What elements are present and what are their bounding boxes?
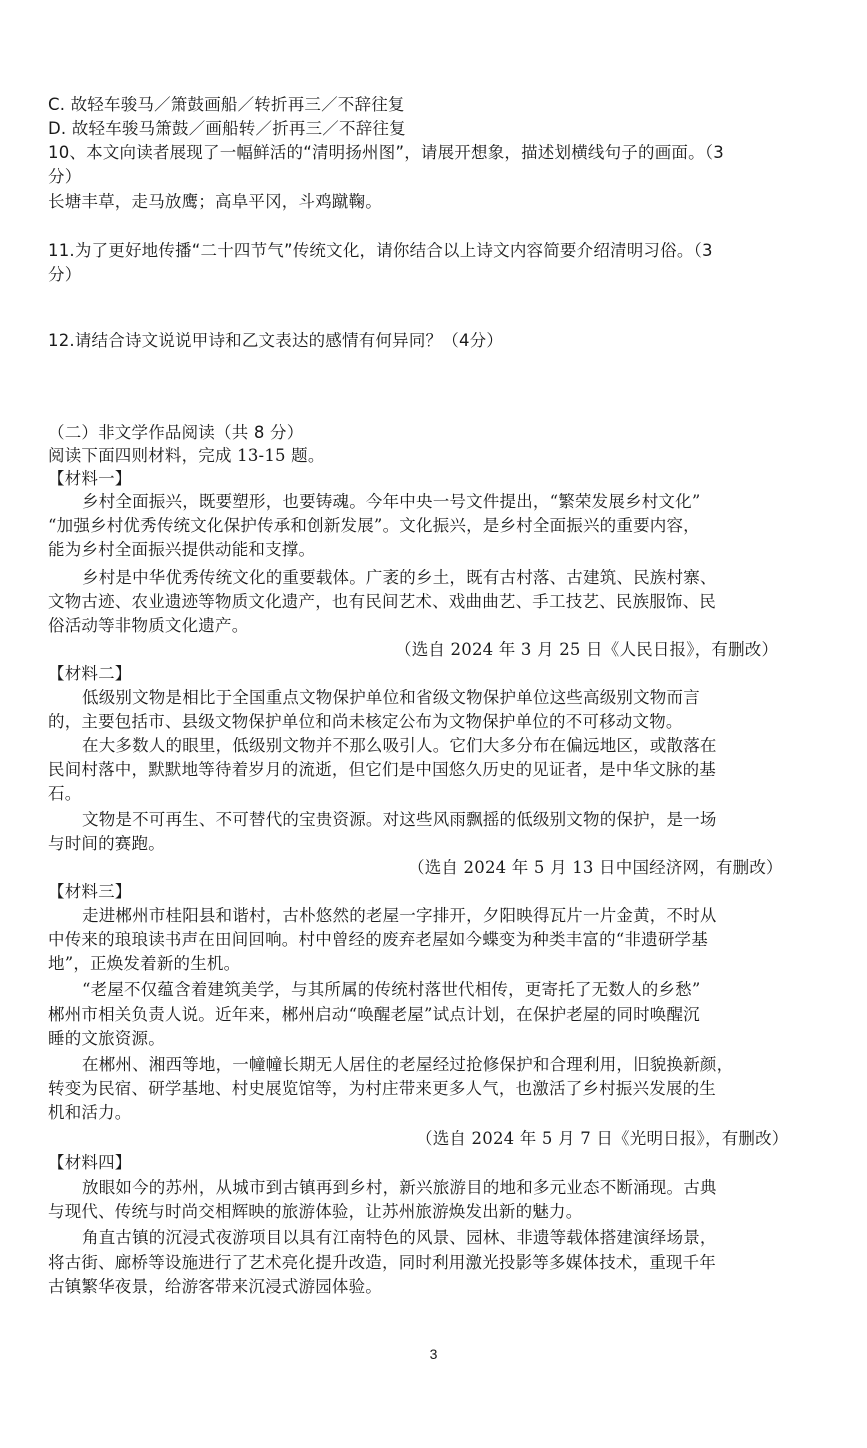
- material-3-line: 中传来的琅琅读书声在田间回响。村中曾经的废弃老屋如今蝶变为种类丰富的“非遗研学基: [48, 930, 708, 949]
- option-c: C. 故轻车骏马／箫鼓画船／转折再三／不辞往复: [48, 95, 405, 114]
- question-10-line1: 10、本文向读者展现了一幅鲜活的“清明扬州图”，请展开想象，描述划横线句子的画面。（3: [48, 143, 724, 162]
- material-3-line: 转变为民宿、研学基地、村史展览馆等，为村庄带来更多人气，也激活了乡村振兴发展的生: [48, 1079, 716, 1098]
- material-3-line: “老屋不仅蕴含着建筑美学，与其所属的传统村落世代相传，更寄托了无数人的乡愁”: [82, 980, 701, 999]
- material-4-line: 与现代、传统与时尚交相辉映的旅游体验，让苏州旅游焕发出新的魅力。: [48, 1202, 583, 1221]
- question-11-line2: 分）: [48, 265, 82, 284]
- material-3-line: 郴州市相关负责人说。近年来，郴州启动“唤醒老屋”试点计划，在保护老屋的同时唤醒沉: [48, 1005, 700, 1024]
- material-3-line: 走进郴州市桂阳县和谐村，古朴悠然的老屋一字排开，夕阳映得瓦片一片金黄，不时从: [82, 906, 717, 925]
- material-2-line: 文物是不可再生、不可替代的宝贵资源。对这些风雨飘摇的低级别文物的保护，是一场: [82, 810, 717, 829]
- material-1-line: 能为乡村全面振兴提供动能和支撑。: [48, 540, 316, 559]
- material-2-line: 民间村落中，默默地等待着岁月的流逝，但它们是中国悠久历史的见证者，是中华文脉的基: [48, 760, 716, 779]
- material-4-line: 古镇繁华夜景，给游客带来沉浸式游园体验。: [48, 1277, 382, 1296]
- question-10-answer-line: 长塘丰草，走马放鹰；高阜平冈，斗鸡蹴鞠。: [48, 192, 382, 211]
- material-2-line: 石。: [48, 784, 82, 803]
- material-4-heading: 【材料四】: [48, 1153, 132, 1172]
- material-3-source: （选自 2024 年 5 月 7 日《光明日报》，有删改）: [416, 1129, 789, 1148]
- question-11-line1: 11.为了更好地传播“二十四节气”传统文化，请你结合以上诗文内容简要介绍清明习俗。（3: [48, 241, 713, 260]
- material-1-line: 乡村全面振兴，既要塑形，也要铸魂。今年中央一号文件提出，“繁荣发展乡村文化”: [82, 492, 701, 511]
- material-3-line: 地”，正焕发着新的生机。: [48, 954, 241, 973]
- section-title: （二）非文学作品阅读（共 8 分）: [48, 423, 304, 442]
- material-2-heading: 【材料二】: [48, 664, 132, 683]
- material-4-line: 角直古镇的沉浸式夜游项目以具有江南特色的风景、园林、非遗等载体搭建演绎场景，: [82, 1228, 717, 1247]
- material-2-source: （选自 2024 年 5 月 13 日中国经济网，有删改）: [408, 858, 783, 877]
- material-3-heading: 【材料三】: [48, 882, 132, 901]
- page-number: 3: [429, 1346, 438, 1362]
- material-1-line: 俗活动等非物质文化遗产。: [48, 616, 249, 635]
- material-1-line: “加强乡村优秀传统文化保护传承和创新发展”。文化振兴，是乡村全面振兴的重要内容，: [48, 516, 700, 535]
- material-2-line: 低级别文物是相比于全国重点文物保护单位和省级文物保护单位这些高级别文物而言: [82, 688, 700, 707]
- material-2-line: 在大多数人的眼里，低级别文物并不那么吸引人。它们大多分布在偏远地区，或散落在: [82, 736, 717, 755]
- material-4-line: 放眼如今的苏州，从城市到古镇再到乡村，新兴旅游目的地和多元业态不断涌现。古典: [82, 1178, 717, 1197]
- material-1-source: （选自 2024 年 3 月 25 日《人民日报》，有删改）: [395, 640, 779, 659]
- material-3-line: 机和活力。: [48, 1103, 132, 1122]
- material-1-line: 文物古迹、农业遗迹等物质文化遗产，也有民间艺术、戏曲曲艺、手工技艺、民族服饰、民: [48, 592, 716, 611]
- question-12: 12.请结合诗文说说甲诗和乙文表达的感情有何异同？（4分）: [48, 331, 504, 350]
- material-2-line: 与时间的赛跑。: [48, 834, 165, 853]
- section-instruction: 阅读下面四则材料，完成 13-15 题。: [48, 446, 325, 465]
- option-d: D. 故轻车骏马箫鼓／画船转／折再三／不辞往复: [48, 119, 406, 138]
- material-3-line: 在郴州、湘西等地，一幢幢长期无人居住的老屋经过抢修保护和合理利用，旧貌换新颜，: [82, 1055, 734, 1074]
- material-1-line: 乡村是中华优秀传统文化的重要载体。广袤的乡土，既有古村落、古建筑、民族村寨、: [82, 568, 717, 587]
- material-2-line: 的，主要包括市、县级文物保护单位和尚未核定公布为文物保护单位的不可移动文物。: [48, 712, 683, 731]
- material-3-line: 睡的文旅资源。: [48, 1029, 165, 1048]
- material-4-line: 将古街、廊桥等设施进行了艺术亮化提升改造，同时利用激光投影等多媒体技术，重现千年: [48, 1253, 716, 1272]
- material-1-heading: 【材料一】: [48, 469, 132, 488]
- question-10-line2: 分）: [48, 167, 82, 186]
